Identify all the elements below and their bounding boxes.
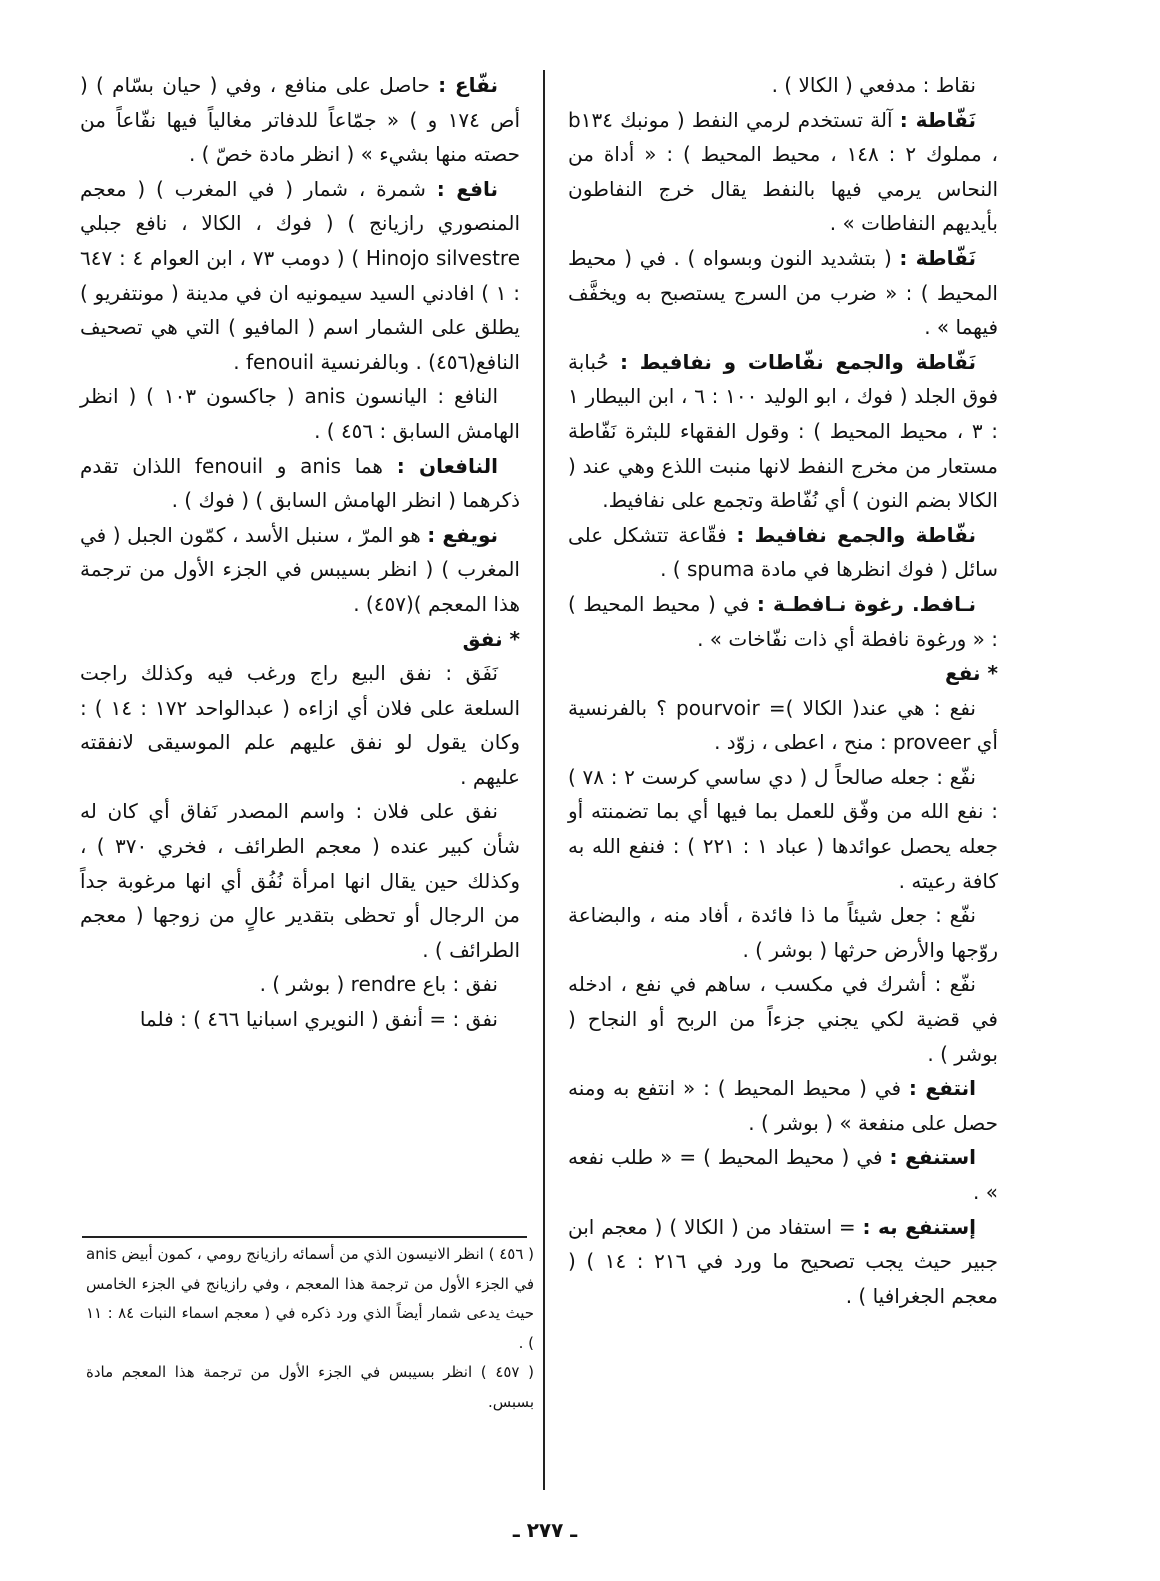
entry-text: هما anis و fenouil اللذان تقدم ذكرهما ( انظر الهامش السابق ) ( فوك ) . (80, 453, 520, 513)
entry-headword: إستنفع به : (862, 1214, 976, 1239)
entry-text: نفق : باع rendre ( بوشر ) . (259, 972, 498, 997)
entry-text: نفّع : جعل شيئاً ما ذا فائدة ، أفاد منه ، والبضاعة روّجها والأرض حرثها ( بوشر ) . (568, 903, 998, 962)
entry-headword: نويفع : (427, 522, 498, 547)
entry-headword: النافعان : (396, 453, 499, 478)
page-number: ـ ۲۷۷ ـ (512, 1518, 578, 1542)
dictionary-entry (80, 379, 520, 448)
dictionary-entry (568, 691, 998, 760)
entry-text: نقاط : مدفعي ( الكالا ) . (771, 73, 976, 97)
column-divider (543, 70, 545, 1490)
dictionary-entry (80, 1002, 520, 1037)
dictionary-entry (568, 967, 998, 1071)
dictionary-entry (80, 449, 520, 518)
section-heading: * نفع (945, 661, 998, 686)
entry-text: حاصل على منافع ، وفي ( حيان بسّام ) ( أص ۱۷٤ و ) « جمّاعاً للدفاتر مغالياً فيها نفّاعاً من حصته منها بشيء » ( انظر مادة خصّ ) . (80, 73, 521, 167)
dictionary-entry (568, 68, 998, 103)
entry-text: نفق : = أنفق ( النويري اسبانيا ٤٦٦ ) : فلما (139, 1007, 498, 1032)
dictionary-entry (80, 656, 520, 794)
entry-text: في ( محيط المحيط ) : « انتفع به ومنه حصل على منفعة » ( بوشر ) . (568, 1076, 998, 1135)
dictionary-entry (568, 241, 998, 345)
dictionary-entry (568, 760, 998, 898)
dictionary-entry (80, 68, 520, 172)
entry-text: نفق على فلان : واسم المصدر نَفاق أي كان له شأن كبير عنده ( معجم الطرائف ، فخري ۳۷۰ ) ، وكذلك حين يقال انها امرأة نُفُق أي انها مرغوبة جداً من الرجال أو تحظى بتقدير عالٍ من زوجها ( معجم الطرائف ) . (80, 799, 520, 962)
entry-text: في ( محيط المحيط ) : « ورغوة نافطة أي ذات نفّاخات » . (568, 591, 998, 651)
dictionary-entry (568, 1210, 998, 1314)
entry-text: آلة تستخدم لرمي النفط ( مونبك b۱۳٤ ، مملوك ۲ : ۱٤۸ ، محيط المحيط ) : « أداة من النحاس يرمي فيها بالنفط يقال خرج النفاطون بأيديهم النفاطات » . (568, 107, 999, 236)
dictionary-entry (568, 518, 998, 587)
footnotes (86, 1240, 534, 1417)
entry-text: النافع : اليانسون anis ( جاكسون ۱۰۳ ) ( انظر الهامش السابق : ٤٥٦ ) . (80, 384, 520, 443)
entry-headword: نافع : (436, 176, 498, 201)
dictionary-entry (568, 898, 998, 967)
dictionary-entry (568, 1071, 998, 1140)
entry-text: نفّع : جعله صالحاً ل ( دي ساسي كرست ۲ : ۷۸ ) : نفع الله من وفّق للعمل بما فيها أي بما تضمنته أو جعله يحصل عوائدها ( عباد ۱ : ۲۲۱ ) : فنفع الله به كافة رعيته . (568, 764, 999, 893)
entry-headword: نَفّاطة : (899, 107, 976, 132)
entry-headword: نَفّاطة : (899, 245, 976, 270)
dictionary-entry (568, 587, 998, 656)
entry-headword: انتفع : (908, 1076, 976, 1101)
footnote: ( ٤٥٦ ) انظر الانيسون الذي من أسمائه رازيانج رومي ، كمون أبيض anis في الجزء الأول من ترجمة هذا المعجم ، وفي رازيانج في الجزء الخامس حيث يدعى شمار أيضاً الذي ورد ذكره في ( معجم اسماء النبات ۸٤ : ۱۱ ) . (86, 1245, 535, 1352)
entry-text: حُبابة فوق الجلد ( فوك ، ابو الوليد ۱۰۰ : ٦ ، ابن البيطار ۱ : ۳ ، محيط المحيط ) : وقول الفقهاء للبثرة نَفّاطة مستعار من مخرج النفط لانها منبت اللذع وهي عند ( الكالا بضم النون ) أي نُفّاطة وتجمع على نفافيط. (568, 349, 998, 513)
entry-text: نَفَق : نفق البيع راج ورغب فيه وكذلك راجت السلعة على فلان أي ازاءه ( عبدالواحد ۱۷۲ : ۱٤ ) : وكان يقول لو نفق عليهم علم الموسيقى لانفقته عليهم . (80, 661, 520, 789)
entry-text: شمرة ، شمار ( في المغرب ) ( معجم المنصوري رازيانج ) ( فوك ، الكالا ، نافع جبلي Hinojo silvestre ) ( دومب ۷۳ ، ابن العوام ٤ : ٦٤۷ : ۱ ) افادني السيد سيمونيه ان في مدينة ( مونتفريو ) يطلق على الشمار اسم ( المافيو ) التي هي تصحيف النافع(٤٥٦) . وبالفرنسية fenouil . (80, 176, 521, 374)
entry-text: نفع : هي عند( الكالا )= pourvoir ؟ بالفرنسية أي proveer : منح ، اعطى ، زوّد . (568, 695, 998, 755)
dictionary-entry (80, 967, 520, 1002)
right-column (568, 68, 998, 1313)
entry-headword: نفّاع : (438, 73, 498, 97)
footnote: ( ٤٥۷ ) انظر بسيبس في الجزء الأول من ترجمة هذا المعجم مادة بسبس. (86, 1363, 534, 1411)
entry-headword: استنفع : (889, 1145, 976, 1170)
dictionary-entry (80, 794, 520, 967)
dictionary-entry (568, 103, 998, 241)
dictionary-entry (568, 345, 998, 518)
entry-text: في ( محيط المحيط ) = « طلب نفعه » . (568, 1145, 998, 1204)
entry-headword: نَفّاطة والجمع نفّاطات و نفافيط : (619, 349, 977, 374)
dictionary-entry (568, 1140, 998, 1209)
entry-headword: نفّاطة والجمع نفافيط : (736, 522, 977, 547)
entry-text: نفّع : أشرك في مكسب ، ساهم في نفع ، ادخله في قضية لكي يجني جزءاً من الربح أو النجاح ( بوشر ) . (568, 972, 998, 1066)
dictionary-entry (80, 172, 520, 380)
footnote-rule (82, 1236, 527, 1238)
entry-text: = استفاد من ( الكالا ) ( معجم ابن جبير حيث يجب تصحيح ما ورد في ۲۱٦ : ۱٤ ) ( معجم الجغرافيا ) . (568, 1214, 998, 1308)
dictionary-entry (80, 518, 520, 622)
section-heading: * نفق (462, 626, 520, 651)
entry-headword: نـافط. رغوة نـافطـة : (756, 591, 976, 616)
left-column (80, 68, 520, 1037)
entry-text: هو المرّ ، سنبل الأسد ، كمّون الجبل ( في المغرب ) ( انظر بسيبس في الجزء الأول من ترجمة هذا المعجم )(٤٥٧) . (80, 522, 520, 616)
entry-text: ( بتشديد النون وبسواه ) . في ( محيط المحيط ) : « ضرب من السرج يستصبح به ويخفَّف فيهما » . (568, 245, 998, 340)
entry-text: فقّاعة تتشكل على سائل ( فوك انظرها في مادة spuma ) . (568, 522, 998, 582)
